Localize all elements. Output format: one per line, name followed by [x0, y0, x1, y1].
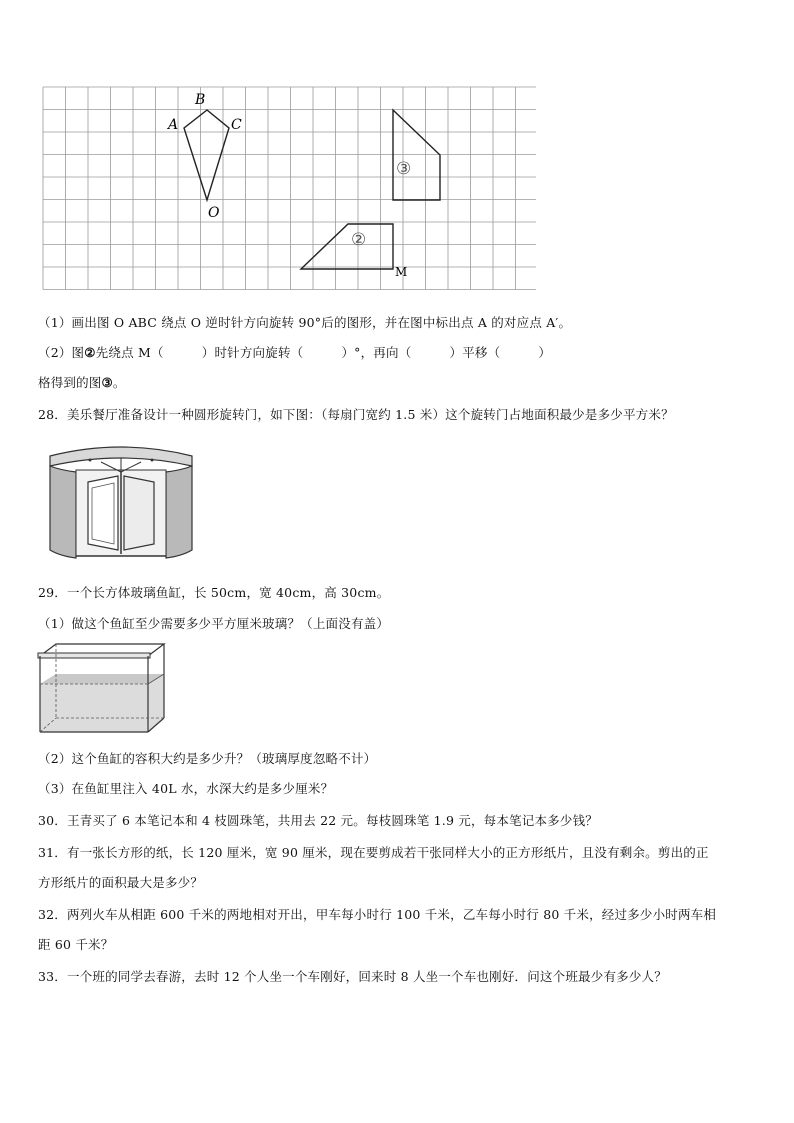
label-a: A — [168, 117, 179, 133]
revolving-door-image — [46, 442, 196, 564]
q27-part1: （1）画出图 O ABC 绕点 O 逆时针方向旋转 90°后的图形，并在图中标出点 A 的对应点 A′。 — [38, 315, 572, 330]
label-c: C — [231, 117, 242, 133]
q31-line1: 31．有一张长方形的纸，长 120 厘米，宽 90 厘米，现在要剪成若干张同样大小的正方形纸片，且没有剩余。剪出的正 — [38, 845, 709, 860]
kite-oabc — [184, 110, 229, 200]
q32-line1: 32．两列火车从相距 600 千米的两地相对开出，甲车每小时行 100 千米，乙车每小时行 80 千米，经过多少小时两车相 — [38, 907, 717, 922]
q27-part2-a: （2）图 — [38, 345, 85, 360]
q33-text: 33．一个班的同学去春游，去时 12 个人坐一个车刚好，回来时 8 人坐一个车也刚好．问这个班最少有多少人？ — [38, 969, 667, 984]
q29-part2: （2）这个鱼缸的容积大约是多少升？（玻璃厚度忽略不计） — [38, 751, 377, 766]
label-b: B — [195, 92, 206, 108]
figure-2 — [301, 224, 393, 269]
q27-part2-cont — [38, 373, 126, 391]
figure-3-label: ③ — [396, 159, 412, 179]
q27-part2 — [38, 343, 551, 361]
circled-3: ③ — [101, 375, 113, 390]
figure-3 — [393, 110, 440, 200]
figure-2-label: ② — [351, 230, 367, 250]
circled-2: ② — [84, 345, 96, 360]
label-m: M — [395, 265, 408, 279]
q29-stem: 29．一个长方体玻璃鱼缸，长 50cm，宽 40cm，高 30cm。 — [38, 585, 390, 600]
q27-part2-b: 先绕点 M（ ）时针方向旋转（ ）°，再向（ ）平移（ ） — [95, 345, 552, 360]
q29-part3: （3）在鱼缸里注入 40L 水，水深大约是多少厘米？ — [38, 781, 334, 796]
q32-line2: 距 60 千米？ — [38, 937, 114, 952]
grid-figure — [40, 82, 536, 298]
label-o: O — [208, 205, 220, 221]
q27-part2-end: 。 — [112, 375, 126, 390]
q28-text: 28．美乐餐厅准备设计一种圆形旋转门，如下图：（每扇门宽约 1.5 米）这个旋转门占地面积最少是多少平方米？ — [38, 407, 674, 422]
q30-text: 30．王青买了 6 本笔记本和 4 枝圆珠笔，共用去 22 元。每枝圆珠笔 1.9 元，每本笔记本多少钱？ — [38, 813, 598, 828]
q27-part2-c: 格得到的图 — [38, 375, 102, 390]
q29-part1: （1）做这个鱼缸至少需要多少平方厘米玻璃？（上面没有盖） — [38, 616, 390, 631]
q31-line2: 方形纸片的面积最大是多少？ — [38, 875, 204, 890]
fish-tank-image — [36, 640, 168, 736]
